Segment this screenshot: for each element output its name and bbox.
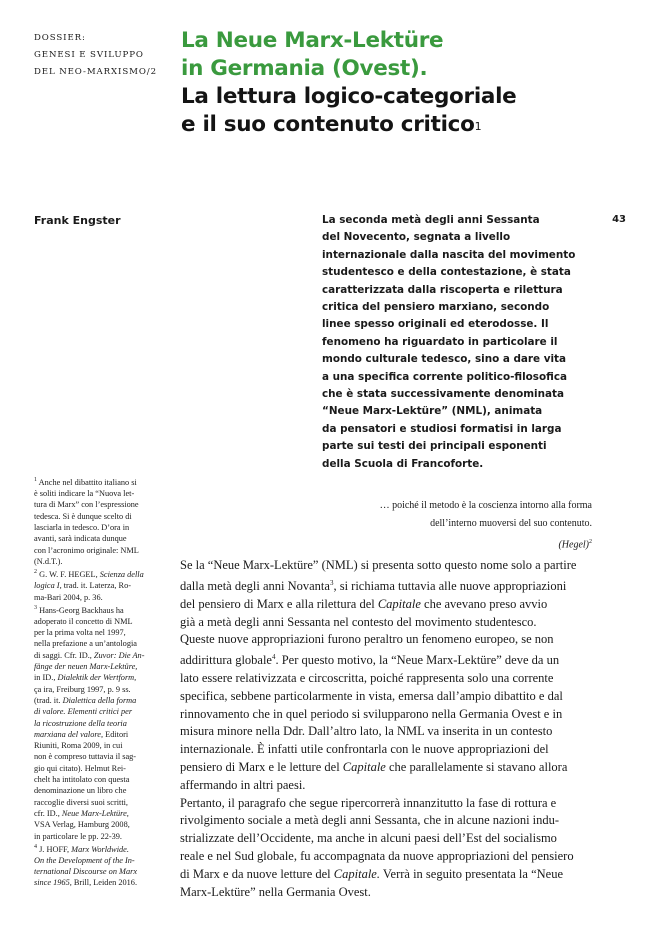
footnote-line: denominazione un libro che <box>34 786 127 796</box>
footnote-line: chelt ha intitolato con questa <box>34 775 130 785</box>
title-line-2: in Germania (Ovest). <box>181 56 428 81</box>
footnote-line: di saggi. Cfr. ID., Zuvor: Die An- <box>34 650 145 660</box>
body-line: Se la “Neue Marx-Lektüre” (NML) si presenta sotto questo nome solo a partire <box>180 558 577 572</box>
abstract-line: critica del pensiero marxiano, secondo <box>322 301 550 314</box>
footnote-number: 3 <box>34 604 37 611</box>
subtitle-line-2-text: e il suo contenuto critico <box>181 112 475 137</box>
body-line: misura minore nella Ddr. Dall’altro lato, la NML va inserita in un contesto <box>180 724 553 739</box>
footnotes <box>34 475 170 889</box>
epigraph-source: (Hegel)$^2$ <box>558 539 592 551</box>
footnote-line: Riuniti, Roma 2009, in cui <box>34 741 123 751</box>
title-footnote-marker[interactable]: 1 <box>474 120 482 133</box>
footnote-line: tura di Marx” con l’espressione <box>34 500 139 510</box>
body-line: specifica, sebbene particolarmente in vista, emersa dall’ampio dibattito e dal <box>180 688 563 703</box>
footnote-marker[interactable]: 4 <box>271 653 276 662</box>
abstract-line: caratterizzata dalla riscoperta e rilettura <box>322 283 563 296</box>
footnote-line: ça ira, Freiburg 1997, p. 9 ss. <box>34 684 131 694</box>
abstract-line: che è stata successivamente denominata <box>322 388 565 401</box>
footnote-line: $^4$ J. HOFF, Marx Worldwide. <box>34 843 129 854</box>
footnote-line: since 1965, Brill, Leiden 2016. <box>34 878 138 888</box>
body-line: rivolgimento sociale a metà degli anni Sessanta, che in alcune nazioni indu- <box>180 813 560 828</box>
body-line: Queste nuove appropriazioni furono peraltro un fenomeno europeo, se non <box>180 632 554 647</box>
abstract-line: internazionale dalla nascita del movimento <box>322 248 576 261</box>
abstract-line: “Neue Marx-Lektüre” (NML), animata <box>322 405 543 418</box>
abstract-line: mondo culturale tedesco, sino a dare vita <box>322 353 567 366</box>
abstract-line: della Scuola di Francoforte. <box>322 457 484 470</box>
footnote-line: tedesca. Si è dunque scelto di <box>34 511 132 521</box>
dossier-series: GENESI E SVILUPPO <box>34 50 144 60</box>
footnote-number: 4 <box>34 843 37 850</box>
footnote-number: 2 <box>34 569 37 576</box>
footnote-line: in ID., Dialektik der Wertform, <box>34 673 137 683</box>
article-title <box>181 27 621 139</box>
dossier-issue: DEL NEO-MARXISMO/2 <box>34 67 157 77</box>
body-line: del pensiero di Marx e alla rilettura del Capitale che avevano preso avvio <box>180 596 548 611</box>
footnote-marker[interactable]: 3 <box>329 578 334 587</box>
body-line: reale e nel Sud globale, fu accompagnata da nuove appropriazioni del pensiero <box>180 849 574 864</box>
footnote-number: 1 <box>34 477 37 483</box>
abstract-line: studentesco e della contestazione, è stata <box>322 266 571 279</box>
footnote-line: non è compreso tuttavia il sag- <box>34 752 137 762</box>
body-line: dalla metà degli anni Novanta$^3$, si richiama tuttavia alle nuove appropriazioni <box>180 578 567 593</box>
epigraph-line: dell’interno muoversi del suo contenuto. <box>430 518 592 529</box>
abstract-line: linee spesso originali ed eterodosse. Il <box>322 318 549 331</box>
epigraph <box>300 497 592 554</box>
page-number: 43 <box>612 214 626 225</box>
abstract-line: parte sui testi dei principali esponenti <box>322 440 547 453</box>
footnote-line: la ricostruzione della teoria <box>34 718 127 728</box>
body-line: di Marx e da nuove letture del Capitale. Verrà in seguito presentata la “Neue <box>180 866 564 881</box>
footnote-line: On the Development of the In- <box>34 855 135 865</box>
footnote-line: cfr. ID., Neue Marx-Lektüre, <box>34 808 129 818</box>
footnote-line: (trad. it. Dialettica della forma <box>34 695 137 705</box>
body-line: strializzate dell’Occidente, ma anche in alcuni paesi dell’Est del socialismo <box>180 831 557 846</box>
footnote-line: marxiana del valore, Editori <box>34 729 129 739</box>
body-line: affermando in altri paesi. <box>180 777 306 792</box>
footnote-marker[interactable]: 2 <box>589 539 592 545</box>
epigraph-line: … poiché il metodo è la coscienza intorno alla forma <box>379 500 592 511</box>
dossier-header <box>34 30 174 81</box>
footnote-line: logica I, trad. it. Laterza, Ro- <box>34 581 132 591</box>
abstract-line: da pensatori e studiosi formatisi in larga <box>322 422 562 435</box>
body-line: pensiero di Marx e le letture del Capitale che parallelamente si stavano allora <box>180 760 568 775</box>
subtitle-line-2 <box>181 111 621 139</box>
footnote-line: nella prefazione a un’antologia <box>34 639 137 649</box>
footnote-line: di valore. Elementi critici per <box>34 707 133 717</box>
footnote-line: avanti, sarà indicata dunque <box>34 534 127 544</box>
body-line: lato essere relativizzata e circoscritta, poiché rappresenta solo una corrente <box>180 671 554 686</box>
body-text <box>180 557 595 901</box>
abstract <box>322 212 612 473</box>
abstract-line: del Novecento, segnata a livello <box>322 231 511 244</box>
footnote-line: fänge der neuen Marx-Lektüre, <box>34 662 138 672</box>
abstract-line: La seconda metà degli anni Sessanta <box>322 214 540 226</box>
footnote-line: $^3$ Hans-Georg Backhaus ha <box>34 604 124 615</box>
footnote-line: lasciarla in tedesco. D’ora in <box>34 522 130 532</box>
body-line: rinnovamento che in quel periodo si svilupparono nella Germania Ovest e in <box>180 706 563 721</box>
abstract-line: a una specifica corrente politico-filosofica <box>322 370 567 383</box>
footnote-line: in particolare le pp. 22-39. <box>34 831 123 841</box>
footnote-line: (N.d.T.). <box>34 556 63 566</box>
footnote-line: $^1$ Anche nel dibattito italiano si <box>34 477 137 487</box>
footnote-line: $^2$ G. W. F. HEGEL, Scienza della <box>34 569 144 579</box>
footnote-line: VSA Verlag, Hamburg 2008, <box>34 820 130 830</box>
body-line: addirittura globale$^4$. Per questo motivo, la “Neue Marx-Lektüre” deve da un <box>180 653 560 668</box>
body-line: già a metà degli anni Sessanta nel contesto del movimento studentesco. <box>180 614 537 629</box>
body-line: internazionale. È infatti utile confrontarla con le nuove appropriazioni del <box>180 742 549 757</box>
footnote-line: ternational Discourse on Marx <box>34 867 138 877</box>
title-line-1: La Neue Marx-Lektüre <box>181 28 444 53</box>
body-line: Marx-Lektüre” nella Germania Ovest. <box>180 884 371 899</box>
footnote-line: con l’acronimo originale: NML <box>34 545 139 555</box>
footnote-line: adoperato il concetto di NML <box>34 616 133 626</box>
footnote-line: raccoglie diversi suoi scritti, <box>34 797 129 807</box>
footnote-line: gio qui citato). Helmut Rei- <box>34 763 126 773</box>
footnote-line: ma-Bari 2004, p. 36. <box>34 592 103 602</box>
footnote-line: per la prima volta nel 1997, <box>34 628 126 638</box>
subtitle-line-1: La lettura logico-categoriale <box>181 84 517 109</box>
body-line: Pertanto, il paragrafo che segue ripercorrerà innanzitutto la fase di rottura e <box>180 795 557 810</box>
author-name: Frank Engster <box>34 214 121 227</box>
abstract-line: fenomeno ha riguardato in particolare il <box>322 335 558 348</box>
dossier-label: DOSSIER: <box>34 33 86 43</box>
footnote-line: è soliti indicare la “Nuova let- <box>34 489 135 499</box>
